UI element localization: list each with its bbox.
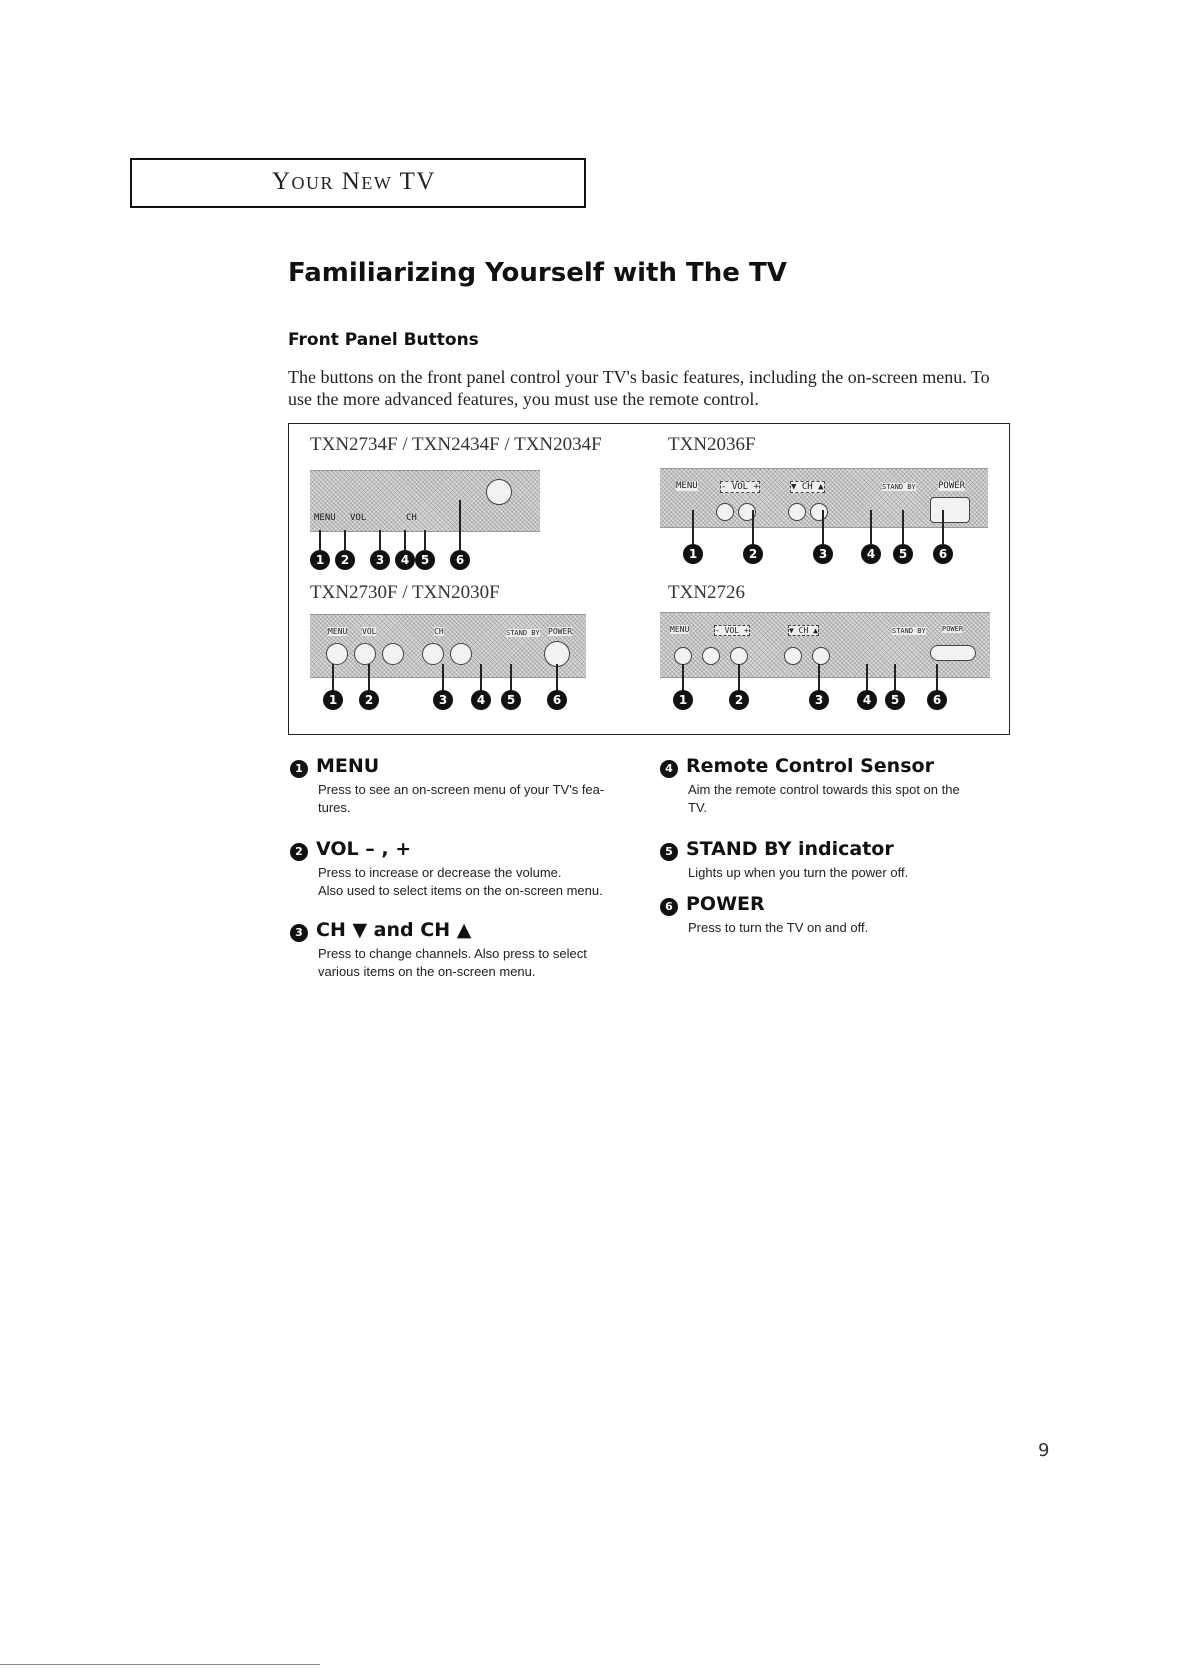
- model-label-2: TXN2036F: [668, 434, 756, 455]
- item-title-remote-sensor: Remote Control Sensor: [686, 755, 934, 777]
- item-number: 1: [290, 760, 308, 778]
- intro-paragraph: The buttons on the front panel control your TV's basic features, including the on-screen menu. To use the more advanced features, you must use the remote control.: [288, 367, 990, 409]
- leader-line: [752, 510, 754, 544]
- panel-label-ch: ▼ CH ▲: [791, 482, 824, 492]
- item-desc-line: Press to increase or decrease the volume.: [318, 865, 562, 880]
- item-number: 3: [290, 924, 308, 942]
- panel-label-standby: STAND BY: [506, 629, 540, 637]
- callout-5: 5: [415, 550, 435, 570]
- item-desc-line: tures.: [318, 800, 351, 815]
- callout-3: 3: [433, 690, 453, 710]
- callout-2: 2: [335, 550, 355, 570]
- panel-label-ch: ▼ CH ▲: [789, 626, 818, 635]
- panel-label-vol: - VOL +: [715, 626, 749, 635]
- callout-6: 6: [933, 544, 953, 564]
- item-number: 2: [290, 843, 308, 861]
- callout-6: 6: [547, 690, 567, 710]
- panel-illustration-1: [310, 470, 540, 532]
- panel-illustration-2: [660, 468, 988, 528]
- callout-3: 3: [809, 690, 829, 710]
- model-label-4: TXN2726: [668, 582, 746, 603]
- button-illustration: [730, 647, 748, 665]
- item-desc-line: Also used to select items on the on-screen menu.: [318, 883, 603, 898]
- callout-1: 1: [323, 690, 343, 710]
- leader-line: [692, 510, 694, 544]
- item-desc-line: Aim the remote control towards this spot on the: [688, 782, 960, 797]
- leader-line: [404, 530, 406, 550]
- callout-2: 2: [729, 690, 749, 710]
- power-button-illustration: [930, 497, 970, 523]
- item-title-power: POWER: [686, 893, 765, 915]
- button-illustration: [784, 647, 802, 665]
- panel-label-power: POWER: [938, 481, 966, 491]
- callout-6: 6: [927, 690, 947, 710]
- button-illustration: [674, 647, 692, 665]
- power-button-illustration: [930, 645, 976, 661]
- callout-5: 5: [501, 690, 521, 710]
- panel-label-vol: VOL: [362, 627, 377, 636]
- item-number: 6: [660, 898, 678, 916]
- bottom-rule: [0, 1664, 320, 1665]
- button-illustration: [354, 643, 376, 665]
- item-title-vol: VOL – , +: [316, 838, 412, 860]
- panel-illustration-3: [310, 614, 586, 678]
- callout-4: 4: [861, 544, 881, 564]
- panel-label-ch: CH: [406, 513, 417, 523]
- panel-label-menu: MENU: [670, 625, 690, 634]
- panel-label-vol: - VOL +: [721, 482, 759, 492]
- item-desc-line: Press to see an on-screen menu of your TV's fea-: [318, 782, 605, 797]
- button-illustration: [450, 643, 472, 665]
- item-desc-line: Press to turn the TV on and off.: [688, 920, 869, 935]
- item-number: 5: [660, 843, 678, 861]
- item-title-ch: CH ▼ and CH ▲: [316, 919, 472, 941]
- panel-label-ch: CH: [434, 627, 444, 636]
- panel-label-power: POWER: [548, 627, 573, 636]
- item-title-standby: STAND BY indicator: [686, 838, 894, 860]
- section-heading: Front Panel Buttons: [288, 330, 479, 350]
- button-illustration: [422, 643, 444, 665]
- callout-3: 3: [813, 544, 833, 564]
- leader-line: [379, 530, 381, 550]
- leader-line: [822, 510, 824, 544]
- button-illustration: [810, 503, 828, 521]
- callout-2: 2: [743, 544, 763, 564]
- item-desc-line: Lights up when you turn the power off.: [688, 865, 909, 880]
- callout-4: 4: [857, 690, 877, 710]
- callout-5: 5: [893, 544, 913, 564]
- button-illustration: [382, 643, 404, 665]
- callout-5: 5: [885, 690, 905, 710]
- panel-illustration-4: [660, 612, 990, 678]
- callout-1: 1: [683, 544, 703, 564]
- page-number: 9: [1038, 1440, 1050, 1461]
- button-illustration: [702, 647, 720, 665]
- callout-3: 3: [370, 550, 390, 570]
- callout-6: 6: [450, 550, 470, 570]
- callout-1: 1: [310, 550, 330, 570]
- leader-line: [319, 530, 321, 550]
- item-title-menu: MENU: [316, 755, 380, 777]
- leader-line: [424, 530, 426, 550]
- panel-label-menu: MENU: [676, 481, 698, 491]
- callout-4: 4: [395, 550, 415, 570]
- model-label-3: TXN2730F / TXN2030F: [310, 582, 500, 603]
- power-button-illustration: [486, 479, 512, 505]
- item-desc-line: Press to change channels. Also press to select: [318, 946, 587, 961]
- callout-1: 1: [673, 690, 693, 710]
- leader-line: [870, 510, 872, 544]
- button-illustration: [326, 643, 348, 665]
- callout-4: 4: [471, 690, 491, 710]
- page-title: Familiarizing Yourself with The TV: [288, 258, 787, 288]
- model-label-1: TXN2734F / TXN2434F / TXN2034F: [310, 434, 602, 455]
- panel-label-standby: STAND BY: [892, 627, 926, 635]
- panel-label-power: POWER: [942, 625, 964, 633]
- panel-label-vol: VOL: [350, 513, 367, 523]
- item-number: 4: [660, 760, 678, 778]
- panel-label-menu: MENU: [328, 627, 348, 636]
- header-text: Your New TV: [272, 168, 436, 195]
- leader-line: [902, 510, 904, 544]
- item-desc-line: TV.: [688, 800, 708, 815]
- button-illustration: [812, 647, 830, 665]
- item-desc-line: various items on the on-screen menu.: [318, 964, 536, 979]
- leader-line: [942, 510, 944, 544]
- button-illustration: [788, 503, 806, 521]
- leader-line: [459, 500, 461, 550]
- leader-line: [344, 530, 346, 550]
- callout-2: 2: [359, 690, 379, 710]
- panel-label-standby: STAND BY: [882, 483, 916, 491]
- button-illustration: [716, 503, 734, 521]
- panel-label-menu: MENU: [314, 513, 336, 523]
